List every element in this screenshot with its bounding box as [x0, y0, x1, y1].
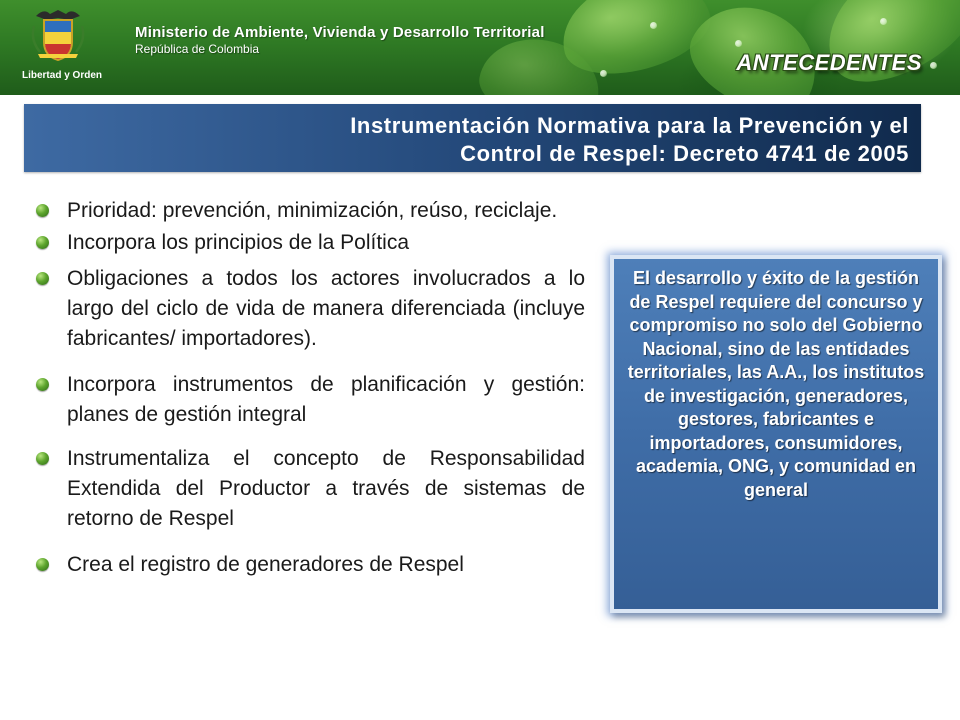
list-item [30, 444, 585, 534]
bullet-text: Crea el registro de generadores de Respel [67, 553, 464, 576]
water-drop-decoration [880, 18, 887, 25]
bullet-list [30, 196, 585, 580]
list-item [30, 550, 585, 580]
bullet-icon [36, 558, 49, 571]
bullet-text: Instrumentaliza el concepto de Responsabilidad Extendida del Productor a través de sistemas de retorno de Respel [67, 447, 585, 530]
list-item [30, 228, 585, 258]
bullet-text: Incorpora los principios de la Política [67, 231, 410, 254]
section-heading: ANTECEDENTES [736, 50, 922, 75]
list-item [30, 370, 585, 430]
water-drop-decoration [735, 40, 742, 47]
slide-title-line-2: Control de Respel: Decreto 4741 de 2005 [460, 141, 909, 166]
callout-text: El desarrollo y éxito de la gestión de Respel requiere del concurso y compromiso no solo del Gobierno Nacional, sino de las entidades territoriales, las A.A., los institutos de investigación, generadores, gestores, fabricantes e importadores, consumidores, academia, ONG, y comunidad en general [627, 268, 925, 500]
list-item [30, 196, 585, 226]
slide-title-bar [24, 104, 921, 172]
bullet-text: Prioridad: prevención, minimización, reúso, reciclaje. [67, 199, 558, 222]
list-item [30, 264, 585, 354]
water-drop-decoration [600, 70, 607, 77]
bullet-text: Obligaciones a todos los actores involucrados a lo largo del ciclo de vida de manera diferenciada (incluye fabricantes/ importadores). [67, 267, 585, 350]
coat-of-arms [8, 4, 116, 90]
water-drop-decoration [650, 22, 657, 29]
leaf-decoration [806, 0, 960, 95]
republic-name: República de Colombia [135, 42, 260, 56]
ministry-name: Ministerio de Ambiente, Vivienda y Desarrollo Territorial [135, 24, 545, 41]
motto: Libertad y Orden [21, 70, 102, 81]
bullet-icon [36, 236, 49, 249]
bullet-icon [36, 378, 49, 391]
water-drop-decoration [930, 62, 937, 69]
colombia-coat-of-arms-icon [30, 6, 86, 64]
callout-box [610, 255, 942, 613]
slide-title [350, 112, 909, 168]
slide-title-line-1: Instrumentación Normativa para la Prevención y el [350, 113, 909, 138]
bullet-icon [36, 272, 49, 285]
bullet-icon [36, 204, 49, 217]
bullet-text: Incorpora instrumentos de planificación y gestión: planes de gestión integral [67, 373, 585, 426]
header-banner [0, 0, 960, 95]
bullet-icon [36, 452, 49, 465]
